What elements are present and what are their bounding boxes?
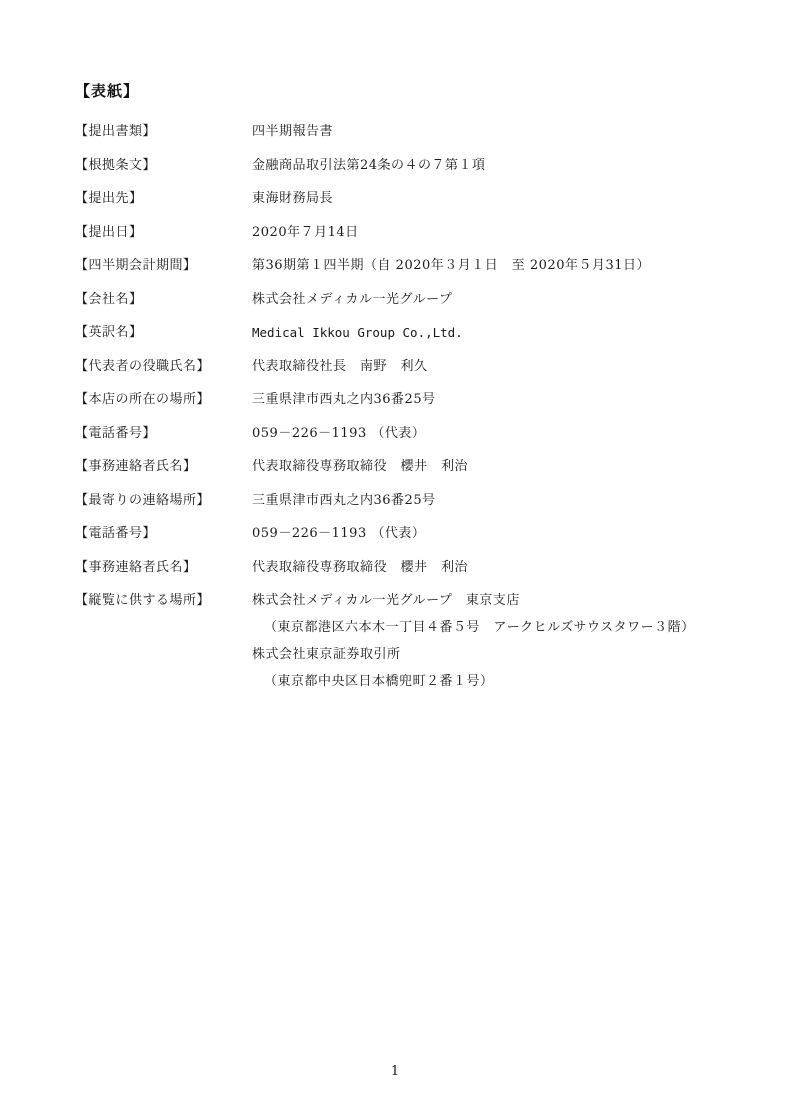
cover-page-content [75, 81, 730, 708]
field-row-public-inspection-places [75, 593, 730, 691]
cover-field-table [75, 124, 730, 691]
field-row-representative [75, 359, 730, 376]
page-title: 【表紙】 [75, 82, 140, 100]
field-value: 第36期第１四半期（自 2020年３月１日 至 2020年５月31日） [252, 258, 651, 273]
field-label: 【電話番号】 [75, 526, 157, 541]
field-label: 【事務連絡者氏名】 [75, 559, 197, 575]
field-label: 【縦覧に供する場所】 [75, 593, 211, 608]
field-value: 三重県津市西丸之内36番25号 [252, 492, 436, 508]
field-label: 【代表者の役職氏名】 [75, 358, 211, 374]
field-row-english-name [75, 325, 730, 342]
field-label: 【提出日】 [75, 224, 143, 240]
field-label: 【最寄りの連絡場所】 [75, 492, 211, 508]
field-label: 【電話番号】 [75, 425, 157, 441]
field-row-contact-person-2 [75, 560, 730, 577]
field-row-document-type [75, 124, 730, 141]
field-value: 代表取締役専務取締役 櫻井 利治 [252, 459, 469, 474]
field-row-company-name [75, 292, 730, 309]
inspection-place-address: （東京都港区六本木一丁目４番５号 アークヒルズサウスタワー３階） [264, 620, 695, 635]
field-value: 四半期報告書 [252, 124, 334, 139]
field-row-nearest-contact-place [75, 493, 730, 510]
inspection-place-name: 株式会社メディカル一光グループ 東京支店 [252, 593, 520, 608]
field-value: 059－226－1193 （代表） [252, 526, 426, 541]
field-row-head-office-address [75, 392, 730, 409]
field-value: 2020年７月14日 [252, 224, 359, 240]
page-number: 1 [390, 1064, 400, 1079]
field-value: 株式会社メディカル一光グループ [252, 291, 453, 307]
field-row-quarterly-period [75, 258, 730, 275]
field-row-phone-number-1 [75, 426, 730, 443]
field-label: 【英訳名】 [75, 325, 143, 340]
field-row-submitted-to [75, 191, 730, 208]
field-value: 三重県津市西丸之内36番25号 [252, 392, 436, 407]
field-row-phone-number-2 [75, 526, 730, 543]
field-value: Medical Ikkou Group Co.,Ltd. [252, 325, 463, 340]
field-row-submission-date [75, 225, 730, 242]
field-value-multiline [252, 593, 730, 691]
inspection-place-address: （東京都中央区日本橋兜町２番１号） [264, 674, 494, 689]
field-row-contact-person-1 [75, 459, 730, 476]
field-row-legal-basis [75, 158, 730, 175]
inspection-place-name: 株式会社東京証券取引所 [252, 647, 401, 662]
field-value: 金融商品取引法第24条の４の７第１項 [252, 157, 486, 173]
field-label: 【提出書類】 [75, 124, 157, 139]
field-value: 東海財務局長 [252, 191, 334, 206]
field-label: 【事務連絡者氏名】 [75, 459, 197, 474]
field-label: 【本店の所在の場所】 [75, 392, 211, 407]
field-value: 059－226－1193 （代表） [252, 425, 426, 441]
field-label: 【会社名】 [75, 291, 143, 307]
field-label: 【四半期会計期間】 [75, 258, 197, 273]
field-value: 代表取締役専務取締役 櫻井 利治 [252, 559, 469, 575]
field-label: 【提出先】 [75, 191, 143, 206]
field-value: 代表取締役社長 南野 利久 [252, 358, 428, 374]
field-label: 【根拠条文】 [75, 157, 157, 173]
